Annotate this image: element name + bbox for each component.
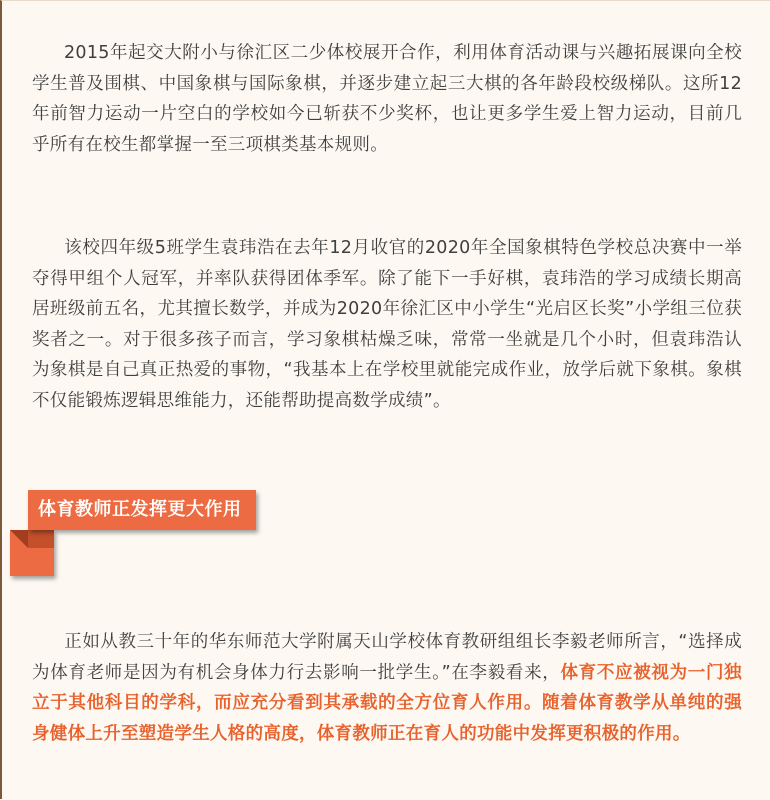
heading-ribbon-shade xyxy=(28,530,54,548)
section-heading-text: 体育教师正发挥更大作用 xyxy=(38,499,242,520)
paragraph-2-text: 该校四年级5班学生袁玮浩在去年12月收官的2020年全国象棋特色学校总决赛中一举夺得甲组个人冠军，并率队获得团体季军。除了能下一手好棋，袁玮浩的学习成绩长期高居班级前五名，尤其擅长数学，并成为2020年徐汇区中小学生“光启区长奖”小学组三位获奖者之一。对于很多孩子而言，学习象棋枯燥乏味，常常一坐就是几个小时，但袁玮浩认为象棋是自己真正热爱的事物，“我基本上在学校里就能完成作业，放学后就下象棋。象棋不仅能锻炼逻辑思维能力，还能帮助提高数学成绩”。 xyxy=(32,238,742,411)
article-paragraph-3 xyxy=(32,627,742,749)
article-paragraph-1 xyxy=(32,38,742,160)
paragraph-3-text: 正如从教三十年的华东师范大学附属天山学校体育教研组组长李毅老师所言，“选择成为体育老师是因为有机会身体力行去影响一批学生。”在李毅看来， xyxy=(32,632,742,683)
section-heading xyxy=(28,490,256,530)
heading-ribbon-notch xyxy=(10,530,28,548)
paragraph-3-highlight: 体育不应被视为一门独立于其他科目的学科，而应充分看到其承载的全方位育人作用。随着体育教学从单纯的强身健体上升至塑造学生人格的高度，体育教师正在育人的功能中发挥更积极的作用。 xyxy=(32,662,742,744)
paragraph-1-text: 2015年起交大附小与徐汇区二少体校展开合作，利用体育活动课与兴趣拓展课向全校学生普及围棋、中国象棋与国际象棋，并逐步建立起三大棋的各年龄段校级梯队。这所12年前智力运动一片空白的学校如今已斩获不少奖杯，也让更多学生爱上智力运动，目前几乎所有在校生都掌握一至三项棋类基本规则。 xyxy=(32,43,742,155)
article-paragraph-2 xyxy=(32,233,742,416)
